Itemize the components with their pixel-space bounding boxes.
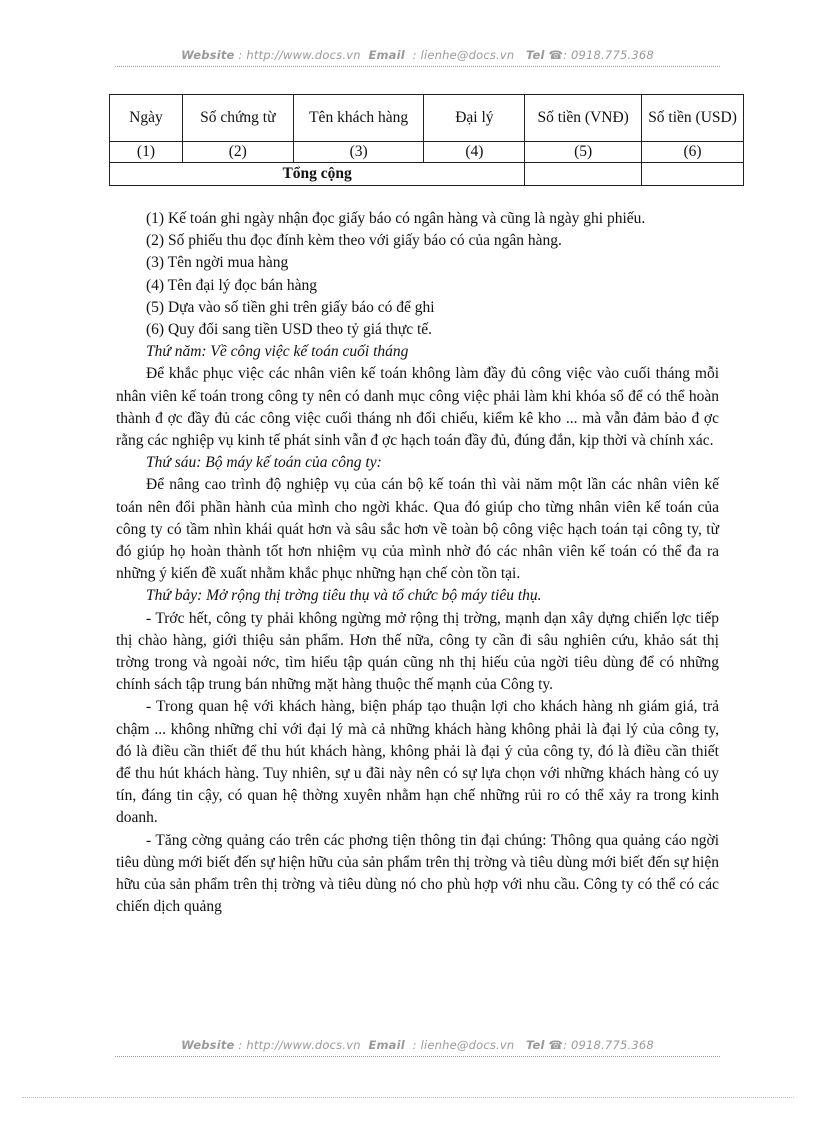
total-vnd-cell — [525, 163, 642, 186]
paragraph: (6) Quy đổi sang tiền USD theo tỷ giá thực tế. — [146, 321, 433, 339]
number-cell: (5) — [525, 142, 642, 163]
number-cell: (3) — [293, 142, 424, 163]
footer-rule — [115, 1056, 720, 1057]
header-website-label: Website — [181, 48, 235, 62]
number-cell: (1) — [110, 142, 183, 163]
paragraph: - Trong quan hệ với khách hàng, biện pháp tạo thuận lợi cho khách hàng nh giám giá, trả chậm ... không những chỉ với đại lý mà cả những khách hàng không phải là đại lý của công ty, đó là điều cần thiết để thu hút khách hàng, không phải là đại ý của công ty, đó là điều cần thiết để thu hút khách hàng. Tuy nhiên, sự u đãi này nên có sự lựa chọn với những khách hàng có uy tín, đáng tin cậy, có quan hệ thờng xuyên nhằm hạn chế những rủi ro có thể xảy ra trong kinh doanh. — [116, 698, 719, 827]
paragraph: (3) Tên ngời mua hàng — [146, 254, 289, 272]
paragraph: Để khắc phục việc các nhân viên kế toán không làm đầy đủ công việc vào cuối tháng mỗi nhân viên kế toán trong công ty nên có danh mục công việc phải làm khi khóa sổ để có thể hoàn thành đ ợc đầy đủ các công việc cuối tháng nh đối chiếu, kiểm kê kho ... mà vẫn đảm bảo đ ợc rằng các nghiệp vụ kinh tế phát sinh vẫn đ ợc hạch toán đầy đủ, đúng đắn, kịp thời và chính xác. — [116, 365, 719, 450]
page-footer — [115, 1038, 720, 1052]
paragraph: (2) Số phiếu thu đọc đính kèm theo với giấy báo có của ngân hàng. — [146, 232, 562, 250]
footer-tel-label: Tel — [525, 1038, 545, 1052]
number-cell: (4) — [424, 142, 525, 163]
body-text — [116, 208, 719, 919]
section-heading: Thứ bảy: Mở rộng thị trờng tiêu thụ và tổ chức bộ máy tiêu thụ. — [146, 587, 542, 605]
table-total-row — [110, 163, 744, 186]
header-cell-amount-usd: Số tiền (USD) — [642, 95, 744, 142]
footer-website-value: : http://www.docs.vn — [238, 1038, 361, 1052]
page-bottom-rule — [22, 1097, 794, 1098]
header-email-value: : lienhe@docs.vn — [412, 48, 515, 62]
footer-tel-value: ☎: 0918.775.368 — [548, 1038, 654, 1052]
header-tel-value: ☎: 0918.775.368 — [548, 48, 654, 62]
header-cell-agent: Đại lý — [424, 95, 525, 142]
total-label-cell: Tổng cộng — [110, 163, 525, 186]
section-heading: Thứ năm: Về công việc kế toán cuối tháng — [146, 343, 409, 361]
paragraph: Để nâng cao trình độ nghiệp vụ của cán bộ kế toán thì vài năm một lần các nhân viên kế toán nên đổi phần hành của mình cho ngời khác. Qua đó giúp cho từng nhân viên kế toán của công ty có tầm nhìn khái quát hơn và sâu sắc hơn về toàn bộ công việc hạch toán tại công ty, từ đó giúp họ hoàn thành tốt hơn nhiệm vụ của mình nhờ đó các nhân viên kế toán có thể đa ra những ý kiến đề xuất nhằm khắc phục những hạn chế còn tồn tại. — [116, 476, 719, 583]
table-number-row — [110, 142, 744, 163]
header-cell-voucher: Số chứng từ — [182, 95, 293, 142]
header-rule — [115, 66, 720, 67]
paragraph: (1) Kế toán ghi ngày nhận đọc giấy báo có ngân hàng và cũng là ngày ghi phiếu. — [146, 210, 646, 227]
header-cell-amount-vnd: Số tiền (VNĐ) — [525, 95, 642, 142]
section-heading: Thứ sáu: Bộ máy kế toán của công ty: — [146, 454, 382, 472]
number-cell: (2) — [182, 142, 293, 163]
header-cell-customer: Tên khách hàng — [293, 95, 424, 142]
paragraph: (5) Dựa vào số tiền ghi trên giấy báo có để ghi — [146, 298, 435, 316]
paragraph: - Trớc hết, công ty phải không ngừng mở rộng thị trờng, mạnh dạn xây dựng chiến lợc tiếp thị chào hàng, giới thiệu sản phẩm. Hơn thế nữa, công ty cần đi sâu nghiên cứu, khảo sát thị trờng trong và ngoài nớc, tìm hiểu tập quán cũng nh thị hiếu của ngời tiêu dùng để có những chính sách tập trung bán những mặt hàng thuộc thế mạnh của Công ty. — [116, 609, 719, 694]
paragraph: - Tăng cờng quảng cáo trên các phơng tiện thông tin đại chúng: Thông qua quảng cáo ngời tiêu dùng mới biết đến sự hiện hữu của sản phẩm trên thị trờng và tiêu dùng mới biết đến sự hiện hữu của sản phẩm trên thị trờng và tiêu dùng nó cho phù hợp với nhu cầu. Công ty có thể có các chiến dịch quảng — [116, 831, 719, 916]
footer-email-label: Email — [368, 1038, 405, 1052]
header-website-value: : http://www.docs.vn — [238, 48, 361, 62]
header-tel-label: Tel — [525, 48, 545, 62]
ledger-table — [109, 94, 744, 186]
header-cell-date: Ngày — [110, 95, 183, 142]
paragraph: (4) Tên đại lý đọc bán hàng — [146, 276, 318, 294]
footer-website-label: Website — [181, 1038, 235, 1052]
table-header-row — [110, 95, 744, 142]
total-usd-cell — [642, 163, 744, 186]
header-email-label: Email — [368, 48, 405, 62]
footer-email-value: : lienhe@docs.vn — [412, 1038, 515, 1052]
page-header — [115, 48, 720, 62]
number-cell: (6) — [642, 142, 744, 163]
